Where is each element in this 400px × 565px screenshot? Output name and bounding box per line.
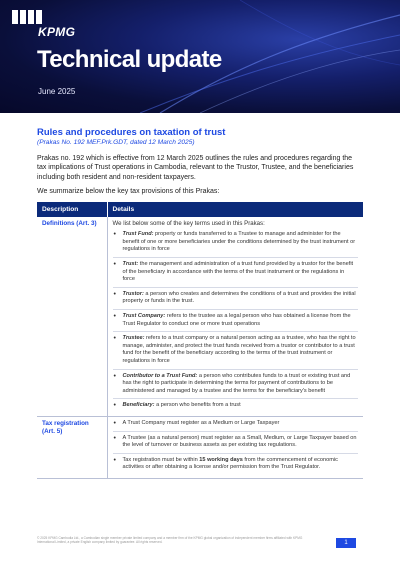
term-label: Contributor to a Trust Fund: — [122, 372, 198, 379]
term-label: Trustor: — [122, 290, 144, 297]
definitions-list — [113, 231, 359, 413]
header-banner — [0, 0, 400, 113]
list-item — [113, 291, 359, 310]
list-item — [113, 373, 359, 400]
term-label: Trust: — [122, 261, 139, 267]
list-item — [113, 335, 359, 369]
intro-paragraph: Prakas no. 192 which is effective from 12 March 2025 outlines the rules and procedures regarding the tax implications of Trust operations in Cambodia, relevant to the Trustor, Trustee, and the beneficiaries including both resident and non-resident taxpayers. — [37, 155, 354, 181]
row-label-tax-registration: Tax registration (Art. 5) — [37, 416, 107, 478]
kpmg-logo-icon — [12, 10, 42, 26]
column-header-details: Details — [107, 202, 363, 217]
term-text: refers to a trust company or a natural person acting as a trustee, who has the right to manage, administer, and protect the trust funds received from a trustor or contributor to a trust fund for the benefit of the beneficiary according to the terms of the trust instrument or regulations in force — [122, 335, 356, 364]
term-text: a person who creates and determines the conditions of a trust and provides the initial property or funds in the trust. — [122, 290, 356, 305]
term-text: refers to the trustee as a legal person who has obtained a license from the Trust Regulator to conduct one or more trust operations — [122, 312, 351, 327]
list-item: • A Trustee (as a natural person) must register as a Small, Medium, or Large Taxpayer based on the level of turnover or business assets as per existing tax regulations. — [113, 435, 359, 454]
term-text: a person who contributes funds to a trust or existing trust and has the right to participate in determining the terms for payment of contributions to be administered and managed by a trustee and the terms for the beneficiary's benefit — [122, 372, 351, 394]
term-label: Trust Company: — [122, 312, 166, 319]
list-item — [113, 261, 359, 288]
document-title: Rules and procedures on taxation of trust — [37, 127, 226, 138]
term-label: Trustee: — [122, 335, 145, 342]
list-item: • A Trust Company must register as a Medium or Large Taxpayer — [113, 420, 359, 432]
deadline-text-before: Tax registration must be within — [122, 456, 200, 463]
list-item — [113, 313, 359, 332]
provisions-table — [37, 202, 363, 479]
term-text: property or funds transferred to a Trustee to manage and administer for the benefit of one or more beneficiaries under the conditions determined by the trust instrument or regulations in force — [122, 231, 356, 253]
main-content — [37, 121, 363, 479]
table-row — [37, 416, 363, 478]
page-number: 1 — [336, 538, 356, 548]
summary-line: We summarize below the key tax provisions of this Prakas: — [37, 188, 220, 196]
table-row — [37, 217, 363, 416]
term-label: Beneficiary: — [122, 402, 155, 409]
list-item — [113, 402, 359, 413]
page-title: Technical update — [37, 46, 222, 73]
list-item — [113, 457, 359, 475]
column-header-description: Description — [37, 202, 107, 217]
deadline-text-after: from the commencement of economic activities or after obtaining a license and/or permission from the Trust Regulator. — [122, 456, 338, 471]
footer-legal-text: © 2025 KPMG Cambodia Ltd., a Cambodian single member private limited company and a member firm of the KPMG global organization of independent member firms affiliated with KPMG International Limited, a private English company limited by guarantee. All rights reserved. — [37, 536, 303, 544]
row-details-tax-registration — [107, 416, 363, 478]
registration-list — [113, 420, 359, 475]
row-label-definitions: Definitions (Art. 3) — [37, 217, 107, 416]
term-text: a person who benefits from a trust — [154, 402, 241, 409]
table-header-row — [37, 202, 363, 217]
publication-date: June 2025 — [38, 87, 76, 96]
list-item — [113, 231, 359, 258]
deadline-emphasis: 15 working days — [199, 456, 243, 463]
row-details-definitions — [107, 217, 363, 416]
term-label: Trust Fund: — [122, 231, 154, 238]
document-subtitle: (Prakas No. 192 MEF.Prk.GDT, dated 12 March 2025) — [37, 139, 195, 146]
logo-text: KPMG — [38, 25, 76, 39]
definitions-lead: We list below some of the key terms used in this Prakas: — [112, 220, 265, 228]
term-text: the management and administration of a trust fund provided by a trustor for the benefit of the beneficiary in accordance with the terms of the trust instrument or the regulations in force — [122, 261, 354, 283]
